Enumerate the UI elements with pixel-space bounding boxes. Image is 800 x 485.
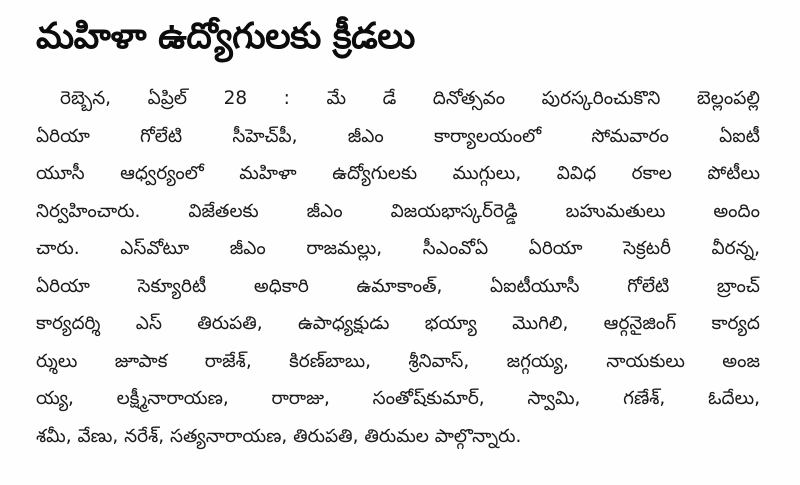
article-line: శమీ, వేణు, నరేశ్, సత్యనారాయణ, తిరుపతి, తిరుమల పాల్గొన్నారు. [36,425,522,447]
article-body [36,80,760,455]
article-line: నిర్వహించారు. విజేతలకు జీఎం విజయభాస్కర్‌రెడ్డి బహుమతులు అందిం [36,200,760,222]
article-line: ఏరియా సెక్యూరిటీ అధికారి ఉమాకాంత్, ఏఐటీయూసీ గోలేటి బ్రాంచ్ [36,275,760,297]
article-line: యూసీ ఆధ్వర్యంలో మహిళా ఉద్యోగులకు ముగ్గులు, వివిధ రకాల పోటీలు [36,163,760,184]
article-line: య్య, లక్ష్మీనారాయణ, రారాజు, సంతోష్‌కుమార్, స్వామి, గణేశ్, ఓదేలు, [36,388,760,409]
article-line: ఏరియా గోలేటి సీహెచ్‌పీ, జీఎం కార్యాలయంలో సోమవారం ఏఐటీ [36,125,760,147]
article-line: ర్శులు జూపాక రాజేశ్, కిరణ్‌బాబు, శ్రీనివాస్, జగ్గయ్య, నాయకులు అంజ [36,350,760,372]
article-line: చారు. ఎస్‌వోటూ జీఎం రాజమల్లు, సీఎంవోఏ ఏరియా సెక్రటరీ వీరన్న, [36,238,760,259]
article-headline: మహిళా ఉద్యోగులకు క్రీడలు [36,16,415,57]
article-line: కార్యదర్శి ఎస్ తిరుపతి, ఉపాధ్యక్షుడు భయ్యా మొగిలి, ఆర్గనైజింగ్ కార్యద [36,313,760,334]
article-line: రెబ్బెన, ఏప్రిల్ 28 : మే డే దినోత్సవం పురస్కరించుకొని బెల్లంపల్లి [60,88,760,109]
